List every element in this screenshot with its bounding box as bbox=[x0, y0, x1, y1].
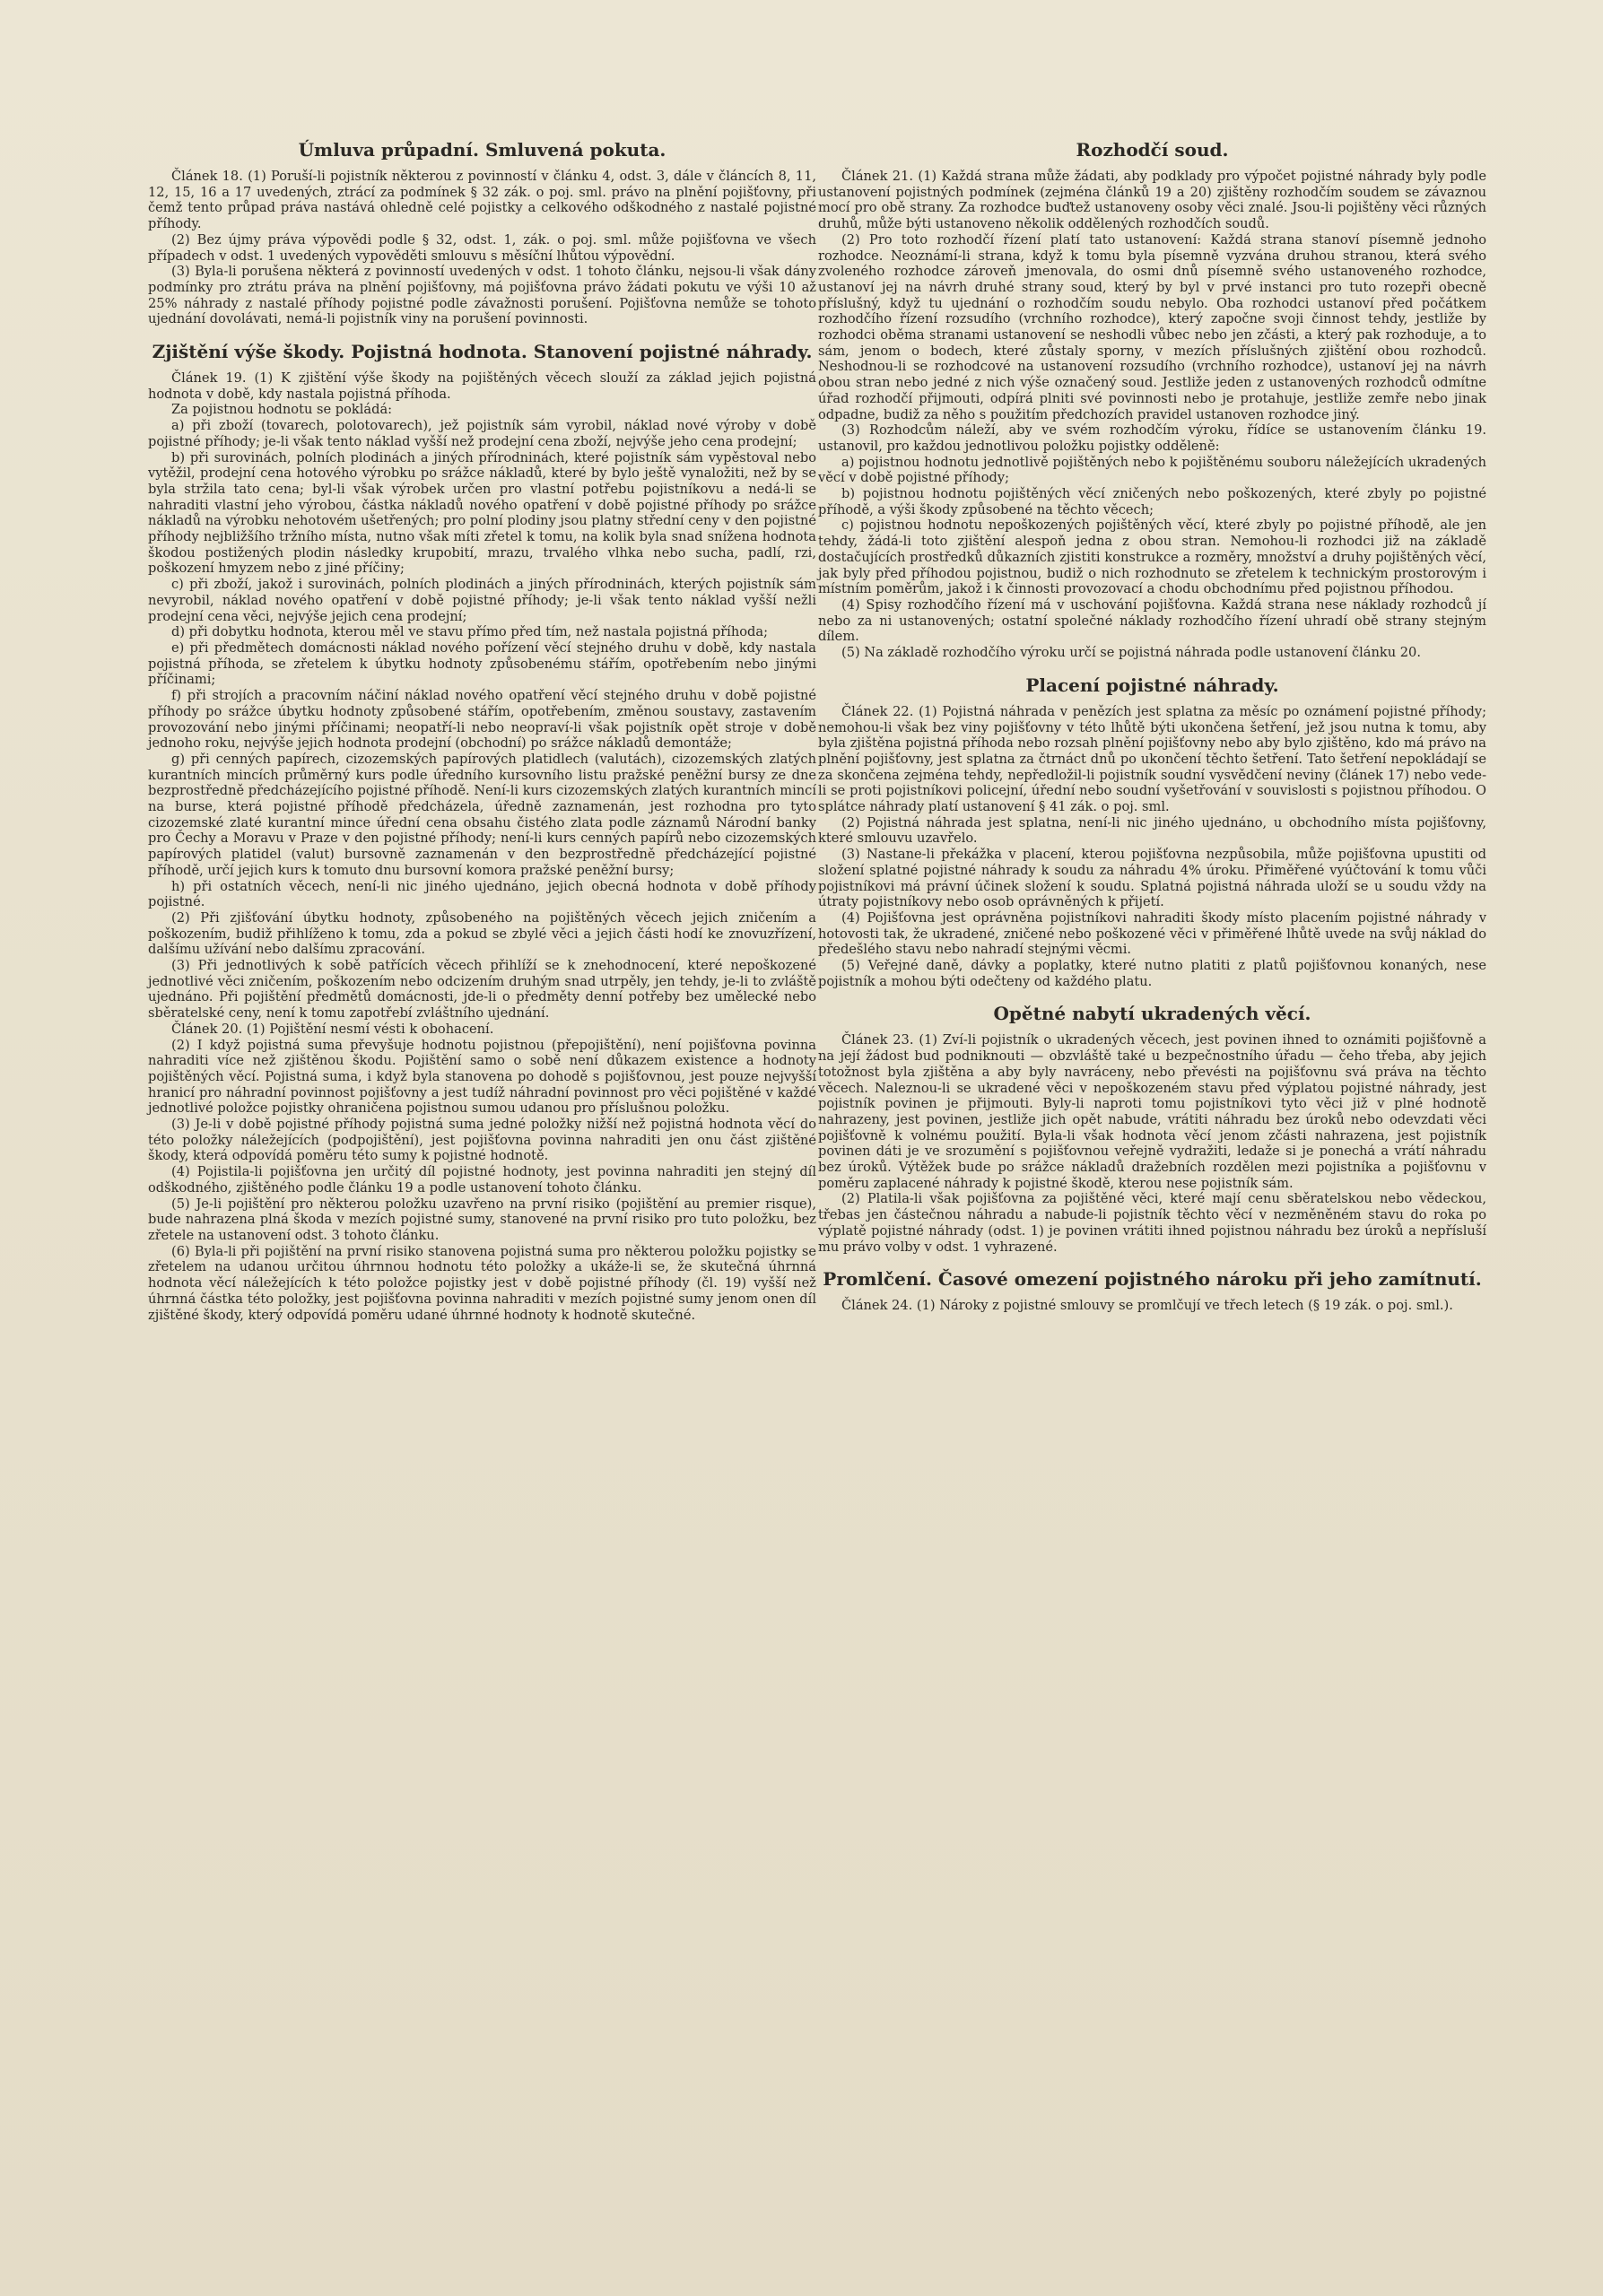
paragraph: Za pojistnou hodnotu se pokládá: bbox=[171, 402, 393, 418]
paragraph: Článek 18. (1) Poruší-li pojistník některou z povinností v článku 4, odst. 3, dále v článcích 8, 11, 12, 15, 16 a 17 uvedených, ztrácí za podmínek § 32 zák. o poj. sml. právo na plnění pojišťovny, při čemž tento průpad práva nastává ohledně celé pojistky a celkového odškodného z nastalé pojistné příhody. bbox=[148, 169, 816, 232]
paragraph: b) pojistnou hodnotu pojištěných věcí zničených nebo poškozených, které zbyly po pojistné příhodě, a výši škody způsobené na těchto věcech; bbox=[818, 486, 1486, 517]
paragraph: (5) Je-li pojištění pro některou položku uzavřeno na první risiko (pojištění au premier risque), bude nahrazena plná škoda v mezích pojistné sumy, stanovené na první risiko pro tuto položku, bez zřetele na ustanovení odst. 3 tohoto článku. bbox=[148, 1196, 816, 1243]
section-title-umluva: Úmluva průpadní. Smluvená pokuta. bbox=[298, 139, 666, 161]
section-title-rozhodci-soud: Rozhodčí soud. bbox=[1076, 139, 1229, 161]
paragraph: Článek 21. (1) Každá strana může žádati, aby podklady pro výpočet pojistné náhrady byly podle ustanovení pojistných podmínek (zejména článků 19 a 20) zjištěny rozhodčím soudem se závaznou mocí pro obě strany. Za rozhodce buďtež ustanoveny osoby věci znalé. Jsou-li pojištěny věci různých druhů, může býti ustanoveno několik oddělených rozhodčích soudů. bbox=[818, 169, 1486, 232]
paragraph: Článek 22. (1) Pojistná náhrada v penězích jest splatna za měsíc po oznámení pojistné příhody; nemohou-li však bez viny pojišťovny v této lhůtě býti ukončena šetření, jež jsou nutna k tomu, aby byla zjištěna pojistná příhoda nebo rozsah plnění pojišťovny nebo aby bylo zjištěno, kdo má právo na plnění pojišťovny, jest splatna za čtrnáct dnů po ukončení těchto šetření. Tato šetření nepokládají se za skončena zejména tehdy, nepředložil-li pojistník soudní vysvědčení neviny (článek 17) nebo vede-li se proti pojistníkovi policejní, úřední nebo soudní vyšetřování v souvislosti s pojistnou příhodou. O splátce náhrady platí ustanovení § 41 zák. o poj. sml. bbox=[818, 703, 1487, 815]
two-column-body bbox=[148, 126, 1486, 1323]
paragraph: (2) Při zjišťování úbytku hodnoty, způsobeného na pojištěných věcech jejich zničením a poškozením, budiž přihlíženo k tomu, zda a pokud se zbylé věci a jejich části hodí ke znovuzřízení, dalšímu užívání nebo dalšímu zpracování. bbox=[148, 909, 816, 958]
paragraph: c) pojistnou hodnotu nepoškozených pojištěných věcí, které zbyly po pojistné příhodě, ale jen tehdy, žádá-li toto zjištění alespoň jedna z obou stran. Nemohou-li rozhodci již na základě dostačujících prostředků důkazních zjistiti konstrukce a rozměry, množství a druhy pojištěných věcí, jak byly před příhodou pojistnou, budiž o nich rozhodnuto se zřetelem k technickým prostorovým i místním poměrům, jakož i k činnosti provozovací a chodu obchodnímu před pojistnou příhodou. bbox=[818, 517, 1486, 597]
paragraph: d) při dobytku hodnota, kterou měl ve stavu přímo před tím, než nastala pojistná příhoda; bbox=[171, 624, 768, 640]
paragraph: Článek 19. (1) K zjištění výše škody na pojištěných věcech slouží za základ jejich pojistná hodnota v době, kdy nastala pojistná příhoda. bbox=[148, 370, 816, 402]
section-title-promlceni: Promlčení. Časové omezení pojistného nároku při jeho zamítnutí. bbox=[823, 1268, 1482, 1291]
right-column bbox=[818, 126, 1486, 1323]
paragraph: Článek 24. (1) Nároky z pojistné smlouvy se promlčují ve třech letech (§ 19 zák. o poj. sml.). bbox=[841, 1298, 1453, 1314]
paragraph: (2) Pojistná náhrada jest splatna, není-li nic jiného ujednáno, u obchodního místa pojišťovny, které smlouvu uzavřelo. bbox=[818, 814, 1486, 847]
paragraph: (3) Byla-li porušena některá z povinností uvedených v odst. 1 tohoto článku, nejsou-li však dány podmínky pro ztrátu práva na plnění pojišťovny, má pojišťovna právo žádati pokutu ve výši 10 až 25% náhrady z nastalé příhody pojistné podle závažnosti porušení. Pojišťovna nemůže se tohoto ujednání dovolávati, nemá-li pojistník viny na porušení povinnosti. bbox=[148, 264, 816, 327]
paragraph: c) při zboží, jakož i surovinách, polních plodinách a jiných přírodninách, kterých pojistník sám nevyrobil, náklad nového opatření v době pojistné příhody; je-li však tento náklad vyšší nežli prodejní cena věci, nejvýše jejich cena prodejní; bbox=[148, 577, 816, 624]
section-title-zjisteni: Zjištění výše škody. Pojistná hodnota. Stanovení pojistné náhrady. bbox=[152, 341, 813, 363]
paragraph: (4) Pojišťovna jest oprávněna pojistníkovi nahraditi škody místo placením pojistné náhrady v hotovosti tak, že ukradené, zničené nebo poškozené věci v přiměřené lhůtě uvede na svůj náklad do předešlého stavu nebo nahradí stejnými věcmi. bbox=[818, 909, 1486, 958]
paragraph: (2) I když pojistná suma převyšuje hodnotu pojistnou (přepojištění), není pojišťovna povinna nahraditi více než zjištěnou škodu. Pojištění samo o sobě není důkazem existence a hodnoty pojištěných věcí. Pojistná suma, i když byla stanovena po dohodě s pojišťovnou, jest pouze nejvyšší hranicí pro náhradní povinnost pojišťovny a jest tudíž náhradní povinnost pro věci pojištěné v každé jednotlivé položce pojistky ohraničena pojistnou sumou udanou pro příslušnou položku. bbox=[148, 1037, 816, 1117]
paragraph: h) při ostatních věcech, není-li nic jiného ujednáno, jejich obecná hodnota v době příhody pojistné. bbox=[148, 878, 816, 910]
paragraph: (2) Platila-li však pojišťovna za pojištěné věci, které mají cenu sběratelskou nebo vědeckou, třebas jen částečnou náhradu a nabude-li pojistník těchto věcí v nezměněném stavu do roka po výplatě pojistné náhrady (odst. 1) je povinen vrátiti ihned pojistnou náhradu bez úroků a nepřísluší mu právo volby v odst. 1 vyhrazené. bbox=[818, 1191, 1486, 1255]
paragraph: a) při zboží (tovarech, polotovarech), jež pojistník sám vyrobil, náklad nové výroby v době pojistné příhody; je-li však tento náklad vyšší než prodejní cena zboží, nejvýše jeho cena prodejní; bbox=[148, 418, 816, 449]
paragraph: a) pojistnou hodnotu jednotlivě pojištěných nebo k pojištěnému souboru náležejících ukradených věcí v době pojistné příhody; bbox=[818, 454, 1486, 486]
left-column bbox=[148, 126, 816, 1323]
paragraph: Článek 20. (1) Pojištění nesmí vésti k obohacení. bbox=[171, 1021, 494, 1037]
paragraph: (3) Je-li v době pojistné příhody pojistná suma jedné položky nižší než pojistná hodnota věcí do této položky náležejících (podpojištění), jest pojišťovna povinna nahraditi jen onu část zjištěné škody, která odpovídá poměru této sumy k pojistné hodnotě. bbox=[148, 1117, 816, 1164]
paragraph: (3) Nastane-li překážka v placení, kterou pojišťovna nezpůsobila, může pojišťovna upustiti od složení splatné pojistné náhrady k soudu za náhradu 4% úroku. Přiměřené vyúčtování k tomu vůči pojistníkovi má právní účinek složení k soudu. Splatná pojistná náhrada uloží se u soudu vždy na útraty pojistníkovy nebo osob oprávněných k přijetí. bbox=[818, 847, 1486, 910]
paragraph: (2) Pro toto rozhodčí řízení platí tato ustanovení: Každá strana stanoví písemně jednoho rozhodce. Neoznámí-li strana, když k tomu byla písemně vyzvána druhou stranou, která svého zvoleného rozhodce zároveň jmenovala, do osmi dnů písemně svého ustanoveného rozhodce, ustanoví jej na návrh druhé strany soud, který by byl v prvé instanci pro tuto rozepři obecně příslušný, když tu ujednání o rozhodčím soudu nebylo. Oba rozhodci ustanoví před počátkem rozhodčího řízení rozsudího (vrchního rozhodce), který započne svoji činnost tehdy, jestliže by rozhodci oběma stranami ustanovení se neshodli vůbec nebo jen zčásti, a který pak rozhoduje, a to sám, jenom o bodech, které zůstaly sporny, v mezích příslušných zjištění obou rozhodců. Neshodnou-li se rozhodcové na ustanovení rozsudího (vrchního rozhodce), ustanoví jej na návrh obou stran nebo jedné z nich výše označený soud. Jestliže jeden z ustanovených rozhodců odmítne úřad rozhodčí přijmouti, odpírá plniti své povinnosti nebo je protahuje, jestliže zemře nebo jinak odpadne, budiž za něho s použitím předchozích pravidel ustanoven rozhodce jiný. bbox=[818, 231, 1486, 422]
paragraph: (5) Veřejné daně, dávky a poplatky, které nutno platiti z platů pojišťovnou konaných, nese pojistník a mohou býti odečteny od každého platu. bbox=[818, 958, 1486, 989]
section-title-opetne-nabyti: Opětné nabytí ukradených věcí. bbox=[993, 1003, 1311, 1025]
paragraph: f) při strojích a pracovním náčiní náklad nového opatření věcí stejného druhu v době pojistné příhody po srážce úbytku hodnoty způsobené stářím, opotřebením, změnou soustavy, zastavením provozování nebo jinými příčinami; neopatří-li nebo neopraví-li však pojistník opět stroje v době jednoho roku, nejvýše jejich hodnota prodejní (obchodní) po srážce nákladů demontáže; bbox=[148, 688, 816, 752]
paragraph: (5) Na základě rozhodčího výroku určí se pojistná náhrada podle ustanovení článku 20. bbox=[841, 645, 1421, 661]
paragraph: (6) Byla-li při pojištění na první risiko stanovena pojistná suma pro některou položku pojistky se zřetelem na udanou určitou úhrnnou hodnotu této položky a ukáže-li se, že skutečná úhrnná hodnota věcí náležejících k této položce pojistky jest v době pojistné příhody (čl. 19) vyšší než úhrnná částka této položky, jest pojišťovna povinna nahraditi v mezích pojistné sumy jenom onen díl zjištěné škody, který odpovídá poměru udané úhrnné hodnoty k hodnotě skutečné. bbox=[148, 1243, 816, 1323]
paragraph: e) při předmětech domácnosti náklad nového pořízení věcí stejného druhu v době, kdy nastala pojistná příhoda, se zřetelem k úbytku hodnoty způsobenému stářím, opotřebením nebo jinými příčinami; bbox=[148, 639, 816, 688]
paragraph: g) při cenných papírech, cizozemských papírových platidlech (valutách), cizozemských zlatých kurantních mincích průměrný kurs podle úředního kursovního listu pražské peněžní bursy ze dne bezprostředně předcházejícího pojistné příhodě. Není-li kurs cizozemských zlatých kurantních mincí na burse, která pojistné příhodě předcházela, úředně zaznamenán, jest rozhodna pro tyto cizozemské zlaté kurantní mince úřední cena obsahu čistého zlata podle záznamů Národní banky pro Čechy a Moravu v Praze v den pojistné příhody; není-li kurs cenných papírů nebo cizozemských papírových platidel (valut) bursovně zaznamenán v den bezprostředně předcházející pojistné příhodě, určí jejich kurs k tomuto dnu bursovní komora pražské peněžní bursy; bbox=[148, 751, 816, 878]
section-title-placeni: Placení pojistné náhrady. bbox=[1025, 674, 1279, 696]
paragraph: Článek 23. (1) Zví-li pojistník o ukradených věcech, jest povinen ihned to oznámiti pojišťovně a na její žádost bud podniknouti — obzvláště také u bezpečnostního úřadu — čeho třeba, aby jejich totožnost byla zjištěna a aby byly navráceny, nebo převésti na pojišťovnu svá práva na těchto věcech. Naleznou-li se ukradené věci v nepoškozeném stavu před výplatou pojistné náhrady, jest pojistník povinen je přijmouti. Byly-li naproti tomu pojistníkovi tyto věci již v plné hodnotě nahrazeny, jest povinen, jestliže jich opět nabude, vrátiti náhradu bez úroků nebo odevzdati věci pojišťovně k volnému použití. Byla-li však hodnota věcí jenom zčásti nahrazena, jest pojistník povinen dáti je ve srozumění s pojišťovnou veřejně vydražiti, ledaže si je ponechá a vrátí náhradu bez úroků. Výtěžek bude po srážce nákladů dražebních rozdělen mezi pojistníka a pojišťovnu v poměru zaplacené náhrady k pojistné škodě, kterou nese pojistník sám. bbox=[818, 1032, 1486, 1191]
paragraph: (2) Bez újmy práva výpovědi podle § 32, odst. 1, zák. o poj. sml. může pojišťovna ve všech případech v odst. 1 uvedených vypověděti smlouvu s měsíční lhůtou výpovědní. bbox=[148, 231, 816, 264]
paragraph: b) při surovinách, polních plodinách a jiných přírodninách, které pojistník sám vypěstoval nebo vytěžil, prodejní cena hotového výrobku po srážce nákladů, které by bylo ještě vynaložiti, než by se byla stržila tato cena; byl-li však výrobek určen pro vlastní potřebu pojistníkovu a nedá-li se nahraditi vlastní jeho výrobou, částka nákladů nového opatření v době pojistné příhody po srážce nákladů na výrobku nehotovém ušetřených; pro polní plodiny jsou platny střední ceny v den pojistné příhody nejbližšího tržního místa, nutno však míti zřetel k tomu, na kolik byla snad snížena hodnota škodou postižených plodin následky krupobití, mrazu, trvalého vlhka nebo sucha, padlí, rzi, poškození hmyzem nebo z jiné příčiny; bbox=[148, 449, 816, 577]
paragraph: (4) Spisy rozhodčího řízení má v uschování pojišťovna. Každá strana nese náklady rozhodců jí nebo za ni ustanovených; ostatní společné náklady rozhodčího řízení uhradí obě strany stejným dílem. bbox=[818, 596, 1486, 645]
paragraph: (3) Rozhodcům náleží, aby ve svém rozhodčím výroku, řídíce se ustanovením článku 19. ustanovil, pro každou jednotlivou položku pojistky odděleně: bbox=[818, 422, 1486, 454]
paragraph: (3) Při jednotlivých k sobě patřících věcech přihlíží se k znehodnocení, které nepoškozené jednotlivé věci zničením, poškozením nebo odcizením druhým snad utrpěly, jen tehdy, je-li to zvláště ujednáno. Při pojištění předmětů domácnosti, jde-li o předměty denní potřeby bez umělecké nebo sběratelské ceny, není k tomu zapotřebí zvláštního ujednání. bbox=[148, 958, 816, 1022]
paragraph: (4) Pojistila-li pojišťovna jen určitý díl pojistné hodnoty, jest povinna nahraditi jen stejný díl odškodného, zjištěného podle článku 19 a podle ustanovení tohoto článku. bbox=[148, 1164, 816, 1196]
